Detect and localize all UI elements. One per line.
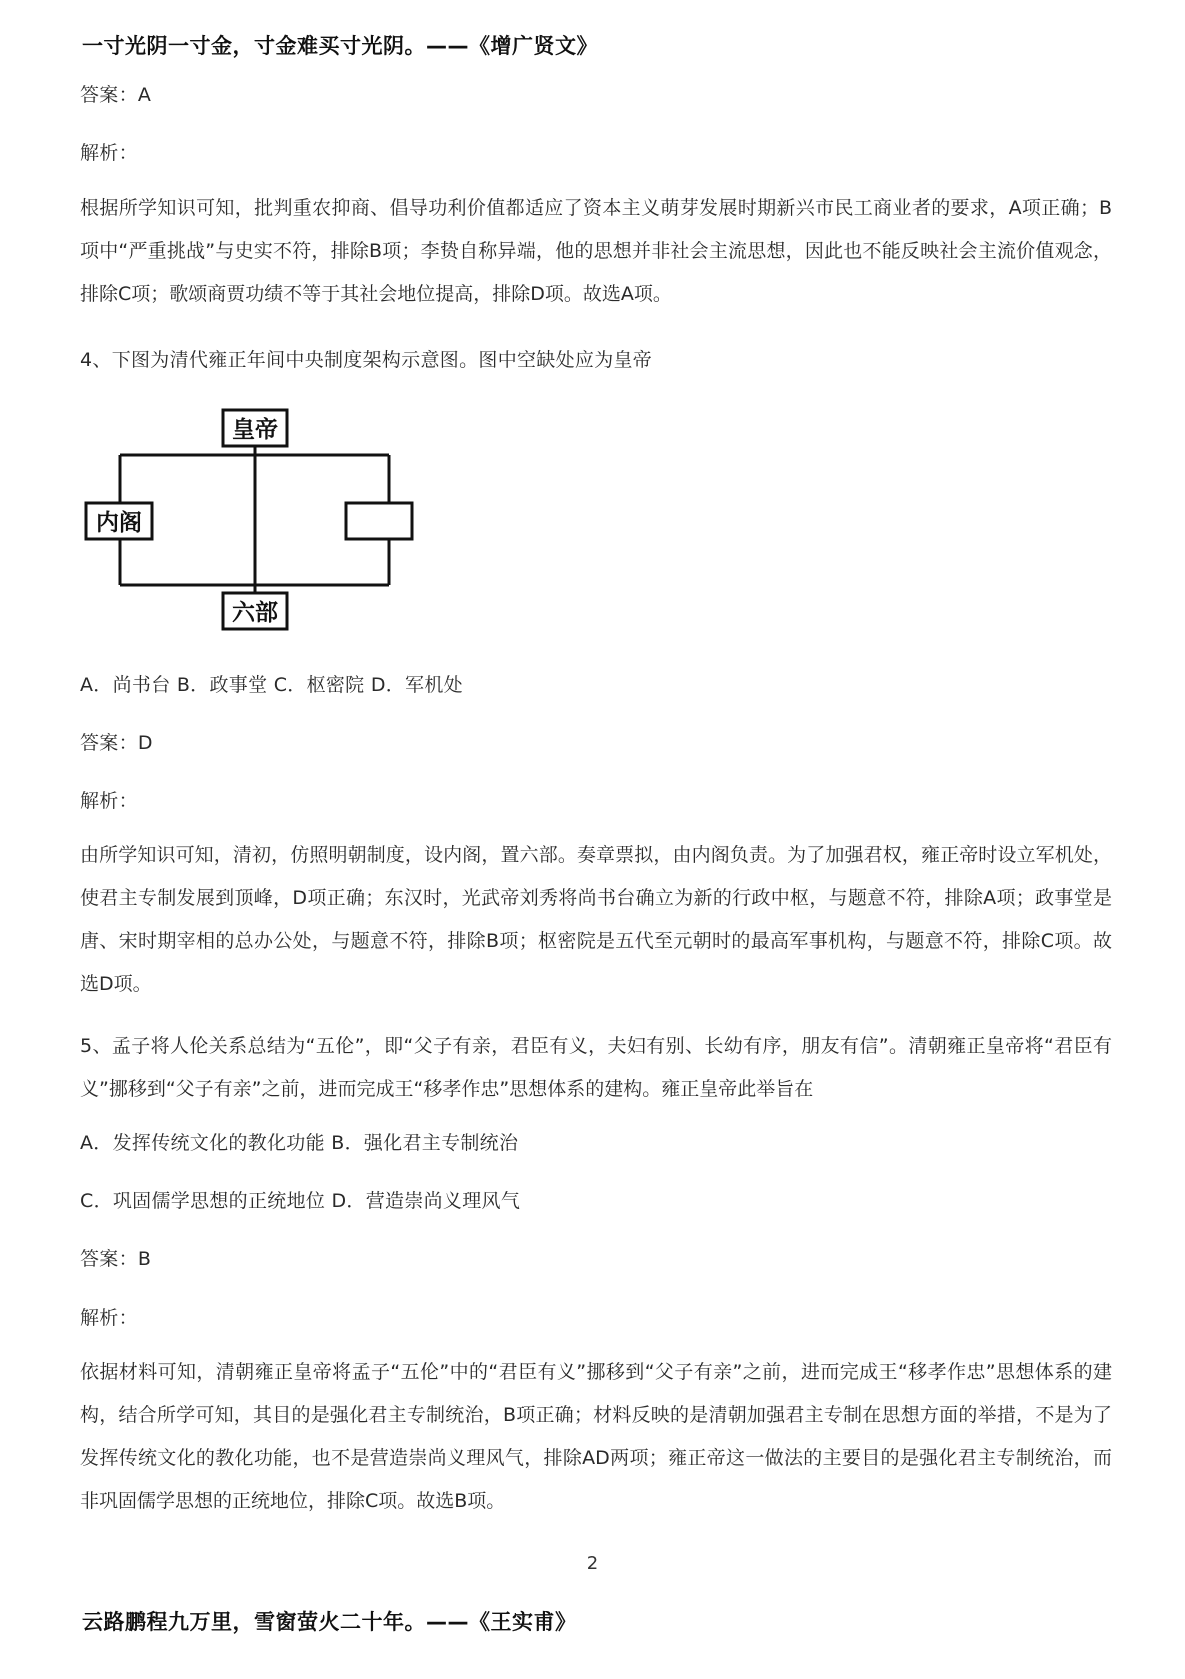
q4-answer: 答案：D xyxy=(80,732,153,754)
q5-analysis: 依据材料可知，清朝雍正皇帝将孟子“五伦”中的“君臣有义”挪移到“父子有亲”之前，进而完成王“移孝作忠”思想体系的建构，结合所学可知，其目的是强化君主专制统治，B项正确；材料反映的是清朝加强君主专制在思想方面的举措，不是为了发挥传统文化的教化功能，也不是营造崇尚义理风气，排除AD两项；雍正帝这一做法的主要目的是强化君主专制统治，而非巩固儒学思想的正统地位，排除C项。故选B项。 xyxy=(80,1361,1112,1512)
q4-analysis: 由所学知识可知，清初，仿照明朝制度，设内阁，置六部。奏章票拟，由内阁负责。为了加强君权，雍正帝时设立军机处，使君主专制发展到顶峰，D项正确；东汉时，光武帝刘秀将尚书台确立为新的行政中枢，与题意不符，排除A项；政事堂是唐、宋时期宰相的总办公处，与题意不符，排除B项；枢密院是五代至元朝时的最高军事机构，与题意不符，排除C项。故选D项。 xyxy=(80,844,1112,995)
box-grand-secretariat-label: 内阁 xyxy=(96,509,142,536)
q4-question: 4、下图为清代雍正年间中央制度架构示意图。图中空缺处应为皇帝 xyxy=(80,349,653,371)
q5-options-2: C．巩固儒学思想的正统地位 D．营造崇尚义理风气 xyxy=(80,1190,521,1212)
page-number: 2 xyxy=(586,1553,599,1574)
central-system-diagram xyxy=(82,405,432,635)
box-six-ministries-label: 六部 xyxy=(232,599,278,626)
q5-analysis-label: 解析： xyxy=(80,1307,138,1329)
q5-answer: 答案：B xyxy=(80,1248,152,1270)
q4-options: A．尚书台 B．政事堂 C．枢密院 D．军机处 xyxy=(80,674,463,696)
box-emperor-label: 皇帝 xyxy=(232,416,278,443)
q3-answer: 答案：A xyxy=(80,84,152,106)
q3-analysis-label: 解析： xyxy=(80,142,138,164)
footer-quote: 云路鹏程九万里，雪窗萤火二十年。——《王实甫》 xyxy=(82,1610,577,1634)
box-blank xyxy=(346,503,412,539)
header-quote: 一寸光阴一寸金，寸金难买寸光阴。——《增广贤文》 xyxy=(82,34,598,58)
q5-options-1: A．发挥传统文化的教化功能 B．强化君主专制统治 xyxy=(80,1132,519,1154)
q4-analysis-label: 解析： xyxy=(80,790,138,812)
q3-analysis: 根据所学知识可知，批判重农抑商、倡导功利价值都适应了资本主义萌芽发展时期新兴市民工商业者的要求，A项正确；B项中“严重挑战”与史实不符，排除B项；李贽自称异端，他的思想并非社会主流思想，因此也不能反映社会主流价值观念，排除C项；歌颂商贾功绩不等于其社会地位提高，排除D项。故选A项。 xyxy=(80,197,1112,305)
q5-question: 5、孟子将人伦关系总结为“五伦”，即“父子有亲，君臣有义，夫妇有别、长幼有序，朋友有信”。清朝雍正皇帝将“君臣有义”挪移到“父子有亲”之前，进而完成王“移孝作忠”思想体系的建构。雍正皇帝此举旨在 xyxy=(80,1035,1112,1100)
